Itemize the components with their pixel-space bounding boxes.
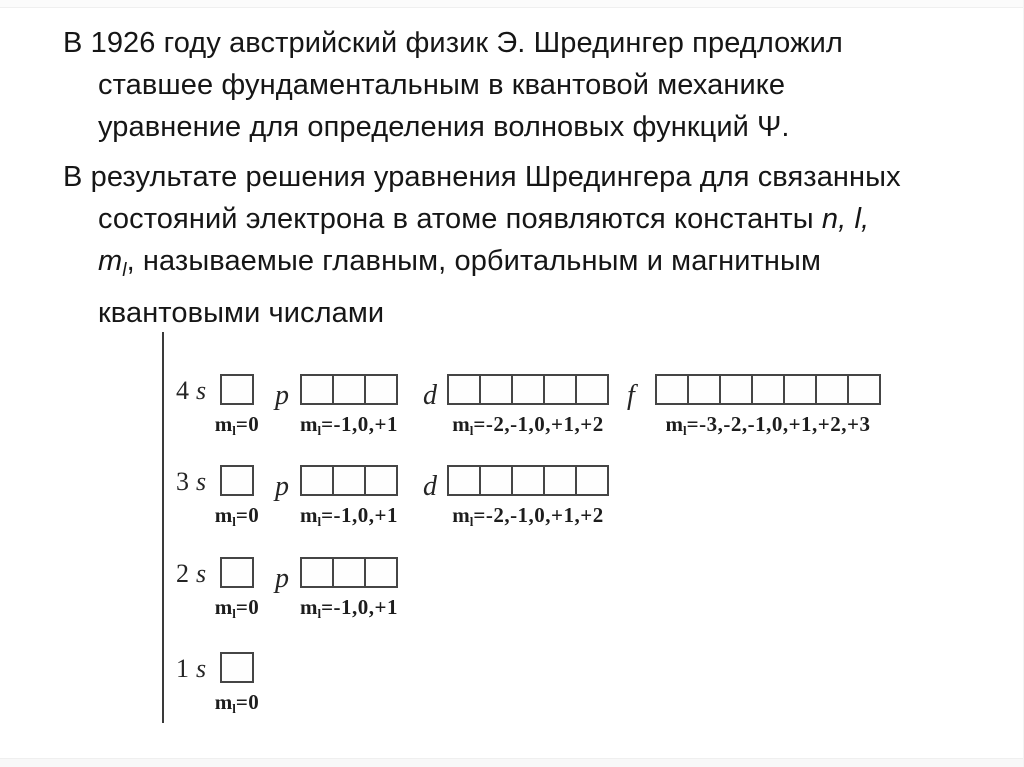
orbital-group-4d bbox=[423, 374, 609, 439]
paragraph-2-line-2 bbox=[63, 198, 1003, 240]
orbital-boxes-4d bbox=[423, 374, 609, 411]
orbital-box bbox=[847, 374, 881, 405]
level-number: 4 bbox=[176, 376, 189, 405]
orbital-boxes-4s bbox=[220, 374, 254, 405]
level-number: 1 bbox=[176, 654, 189, 683]
orbital-box bbox=[543, 374, 577, 405]
ml-text: ml=-1,0,+1 bbox=[299, 595, 399, 621]
orbital-group-3d bbox=[423, 465, 609, 530]
orbital-box bbox=[220, 465, 254, 496]
text: ставшее фундаментальным в квантовой механике bbox=[98, 69, 786, 101]
orbital-boxes-4f bbox=[627, 374, 881, 411]
orbital-group-2s bbox=[214, 557, 260, 622]
orbital-group-3s bbox=[214, 465, 260, 530]
orbital-box bbox=[511, 374, 545, 405]
ml-text: ml=0 bbox=[214, 595, 260, 621]
orbital-box bbox=[447, 465, 481, 496]
orbital-group-1s bbox=[214, 652, 260, 717]
orbital-boxes-3p bbox=[275, 465, 398, 502]
paragraph-2 bbox=[63, 156, 1003, 334]
orbital-boxes-3d bbox=[423, 465, 609, 502]
paragraph-2-line-4 bbox=[63, 292, 1003, 334]
orbital-letter-d: d bbox=[423, 380, 437, 411]
orbital-letter-f: f bbox=[627, 380, 635, 411]
paragraph-2-line-1 bbox=[63, 156, 1003, 198]
level-label-1s bbox=[176, 654, 206, 684]
orbital-box bbox=[364, 465, 398, 496]
energy-level-row-4 bbox=[162, 374, 962, 440]
orbital-boxes-1s bbox=[220, 652, 254, 683]
paragraph-2-line-3 bbox=[63, 240, 1003, 292]
level-number: 3 bbox=[176, 467, 189, 496]
text: В 1926 году австрийский физик Э. Шредингер предложил bbox=[63, 27, 843, 59]
orbital-boxes-4p bbox=[275, 374, 398, 411]
sublevel-letter: s bbox=[196, 376, 207, 405]
energy-level-row-2 bbox=[162, 557, 962, 623]
text: квантовыми числами bbox=[98, 297, 385, 329]
orbital-box bbox=[332, 557, 366, 588]
level-label-3s bbox=[176, 467, 206, 497]
orbital-box bbox=[815, 374, 849, 405]
orbital-group-3p bbox=[275, 465, 398, 530]
orbital-diagram bbox=[162, 330, 962, 726]
paragraph-1-line-3 bbox=[63, 106, 1003, 148]
ml-label-3s bbox=[214, 503, 260, 530]
ml-label-4s bbox=[214, 412, 260, 439]
orbital-group-2p bbox=[275, 557, 398, 622]
orbital-box bbox=[479, 374, 513, 405]
orbital-box bbox=[511, 465, 545, 496]
orbital-box bbox=[719, 374, 753, 405]
ml-label-4d bbox=[447, 412, 609, 439]
orbital-letter-p: p bbox=[275, 380, 289, 411]
orbital-box bbox=[655, 374, 689, 405]
ml-text: ml=-1,0,+1 bbox=[299, 412, 399, 438]
orbital-box bbox=[687, 374, 721, 405]
orbital-box bbox=[575, 374, 609, 405]
ml-text: ml=-2,-1,0,+1,+2 bbox=[452, 503, 604, 529]
subscript-l: l bbox=[122, 260, 127, 281]
orbital-boxes-2s bbox=[220, 557, 254, 588]
slide-top-edge bbox=[0, 0, 1024, 8]
ml-label-3d bbox=[447, 503, 609, 530]
ml-label-2s bbox=[214, 595, 260, 622]
slide-bottom-edge bbox=[0, 758, 1024, 767]
orbital-letter-d: d bbox=[423, 471, 437, 502]
ml-text: ml=0 bbox=[214, 690, 260, 716]
ml-text: ml=-3,-2,-1,0,+1,+2,+3 bbox=[665, 412, 871, 438]
text: В результате решения уравнения Шредингера для связанных bbox=[63, 161, 901, 193]
orbital-box bbox=[575, 465, 609, 496]
sublevel-letter: s bbox=[196, 654, 207, 683]
ml-text: ml=-1,0,+1 bbox=[299, 503, 399, 529]
orbital-box bbox=[783, 374, 817, 405]
orbital-box bbox=[479, 465, 513, 496]
quantum-constant-m: m bbox=[98, 245, 123, 277]
ml-label-3p bbox=[300, 503, 398, 530]
orbital-box bbox=[364, 557, 398, 588]
quantum-constants-nl: n, l, bbox=[821, 203, 870, 235]
orbital-group-4f bbox=[627, 374, 881, 439]
energy-level-row-1 bbox=[162, 652, 962, 718]
paragraph-1 bbox=[63, 22, 1003, 148]
orbital-group-4p bbox=[275, 374, 398, 439]
level-number: 2 bbox=[176, 559, 189, 588]
orbital-box bbox=[447, 374, 481, 405]
orbital-boxes-2p bbox=[275, 557, 398, 594]
level-label-4s bbox=[176, 376, 206, 406]
orbital-box bbox=[220, 652, 254, 683]
orbital-box bbox=[300, 557, 334, 588]
orbital-letter-p: p bbox=[275, 563, 289, 594]
ml-text: ml=-2,-1,0,+1,+2 bbox=[452, 412, 604, 438]
orbital-box bbox=[220, 374, 254, 405]
orbital-box bbox=[543, 465, 577, 496]
text: , называемые главным, орбитальным и магнитным bbox=[126, 245, 822, 277]
orbital-box bbox=[220, 557, 254, 588]
orbital-box bbox=[751, 374, 785, 405]
orbital-boxes-3s bbox=[220, 465, 254, 496]
level-label-2s bbox=[176, 559, 206, 589]
orbital-box bbox=[300, 465, 334, 496]
text: уравнение для определения волновых функций Ψ. bbox=[98, 111, 790, 143]
orbital-box bbox=[332, 374, 366, 405]
orbital-box bbox=[332, 465, 366, 496]
text: состояний электрона в атоме появляются константы bbox=[98, 203, 822, 235]
sublevel-letter: s bbox=[196, 467, 207, 496]
orbital-group-4s bbox=[214, 374, 260, 439]
ml-text: ml=0 bbox=[214, 503, 260, 529]
orbital-box bbox=[364, 374, 398, 405]
energy-level-row-3 bbox=[162, 465, 962, 531]
ml-label-1s bbox=[214, 690, 260, 717]
ml-label-4f bbox=[655, 412, 881, 439]
paragraph-1-line-2 bbox=[63, 64, 1003, 106]
slide-text-block bbox=[63, 22, 1003, 334]
orbital-box bbox=[300, 374, 334, 405]
ml-label-4p bbox=[300, 412, 398, 439]
ml-label-2p bbox=[300, 595, 398, 622]
ml-text: ml=0 bbox=[214, 412, 260, 438]
orbital-letter-p: p bbox=[275, 471, 289, 502]
sublevel-letter: s bbox=[196, 559, 207, 588]
paragraph-1-line-1 bbox=[63, 22, 1003, 64]
